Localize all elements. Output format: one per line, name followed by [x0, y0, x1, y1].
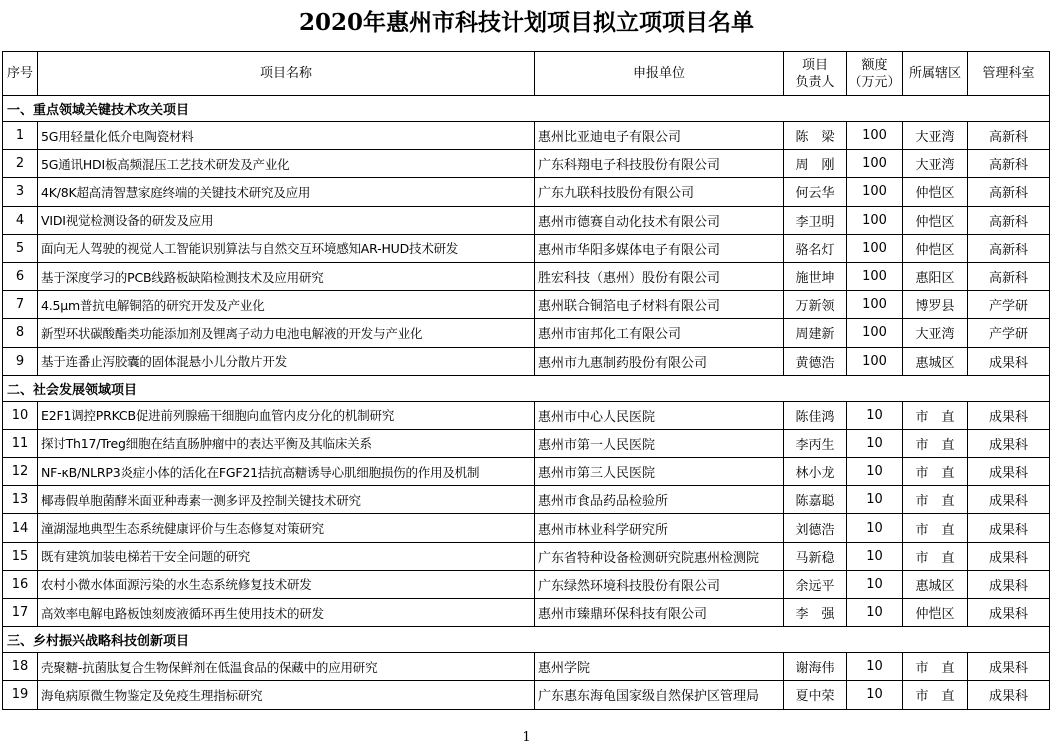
row-district: 大亚湾 — [903, 150, 968, 178]
row-index: 4 — [3, 206, 38, 234]
row-district: 大亚湾 — [903, 319, 968, 347]
row-applicant: 广东省特种设备检测研究院惠州检测院 — [535, 542, 784, 570]
project-table — [2, 51, 1050, 710]
row-index: 1 — [3, 122, 38, 150]
table-row — [3, 542, 1050, 570]
row-amount: 10 — [847, 653, 903, 681]
row-department: 成果科 — [968, 681, 1050, 709]
row-district: 惠城区 — [903, 347, 968, 375]
table-row — [3, 514, 1050, 542]
row-department: 高新科 — [968, 150, 1050, 178]
row-index: 11 — [3, 429, 38, 457]
row-department: 成果科 — [968, 458, 1050, 486]
table-row — [3, 653, 1050, 681]
table-row — [3, 570, 1050, 598]
row-applicant: 惠州比亚迪电子有限公司 — [535, 122, 784, 150]
row-project-name: 新型环状碳酸酯类功能添加剂及锂离子动力电池电解液的开发与产业化 — [38, 319, 535, 347]
table-row — [3, 486, 1050, 514]
header-amount-line2: （万元） — [848, 74, 901, 90]
section-header-row — [3, 96, 1050, 122]
section-title: 二、社会发展领域项目 — [3, 375, 1050, 401]
row-district: 市 直 — [903, 401, 968, 429]
row-department: 高新科 — [968, 234, 1050, 262]
row-department: 高新科 — [968, 206, 1050, 234]
row-project-name: 高效率电解电路板蚀刻废液循环再生使用技术的研发 — [38, 599, 535, 627]
row-applicant: 惠州市华阳多媒体电子有限公司 — [535, 234, 784, 262]
row-district: 市 直 — [903, 681, 968, 709]
row-applicant: 惠州市臻鼎环保科技有限公司 — [535, 599, 784, 627]
section-title: 一、重点领域关键技术攻关项目 — [3, 96, 1050, 122]
row-applicant: 胜宏科技（惠州）股份有限公司 — [535, 262, 784, 290]
row-leader: 周建新 — [784, 319, 847, 347]
row-project-name: 面向无人驾驶的视觉人工智能识别算法与自然交互环境感知AR-HUD技术研发 — [38, 234, 535, 262]
row-index: 16 — [3, 570, 38, 598]
row-district: 仲恺区 — [903, 178, 968, 206]
row-leader: 李丙生 — [784, 429, 847, 457]
row-applicant: 惠州市宙邦化工有限公司 — [535, 319, 784, 347]
page-number: 1 — [522, 730, 531, 745]
table-row — [3, 291, 1050, 319]
row-department: 成果科 — [968, 653, 1050, 681]
row-department: 成果科 — [968, 347, 1050, 375]
row-amount: 100 — [847, 291, 903, 319]
row-amount: 10 — [847, 401, 903, 429]
row-leader: 谢海伟 — [784, 653, 847, 681]
section-title: 三、乡村振兴战略科技创新项目 — [3, 627, 1050, 653]
section-header-row — [3, 627, 1050, 653]
row-department: 高新科 — [968, 178, 1050, 206]
row-leader: 李 强 — [784, 599, 847, 627]
row-leader: 李卫明 — [784, 206, 847, 234]
row-leader: 刘德浩 — [784, 514, 847, 542]
row-project-name: 基于深度学习的PCB线路板缺陷检测技术及应用研究 — [38, 262, 535, 290]
row-applicant: 惠州市九惠制药股份有限公司 — [535, 347, 784, 375]
table-row — [3, 401, 1050, 429]
row-leader: 施世坤 — [784, 262, 847, 290]
row-leader: 夏中荣 — [784, 681, 847, 709]
row-project-name: 5G通讯HDI板高频混压工艺技术研发及产业化 — [38, 150, 535, 178]
row-department: 高新科 — [968, 122, 1050, 150]
row-amount: 100 — [847, 122, 903, 150]
row-applicant: 惠州市食品药品检验所 — [535, 486, 784, 514]
table-row — [3, 234, 1050, 262]
row-project-name: 壳聚糖-抗菌肽复合生物保鲜剂在低温食品的保藏中的应用研究 — [38, 653, 535, 681]
row-department: 成果科 — [968, 429, 1050, 457]
row-project-name: NF-κB/NLRP3炎症小体的活化在FGF21拮抗高糖诱导心肌细胞损伤的作用及机制 — [38, 458, 535, 486]
table-row — [3, 319, 1050, 347]
row-amount: 10 — [847, 570, 903, 598]
header-leader — [784, 52, 847, 96]
row-district: 市 直 — [903, 429, 968, 457]
table-row — [3, 347, 1050, 375]
row-index: 6 — [3, 262, 38, 290]
row-applicant: 惠州市德赛自动化技术有限公司 — [535, 206, 784, 234]
table-row — [3, 681, 1050, 709]
row-department: 高新科 — [968, 262, 1050, 290]
table-row — [3, 458, 1050, 486]
row-leader: 黄德浩 — [784, 347, 847, 375]
row-index: 12 — [3, 458, 38, 486]
row-district: 市 直 — [903, 486, 968, 514]
header-department: 管理科室 — [968, 52, 1050, 96]
row-applicant: 惠州市第三人民医院 — [535, 458, 784, 486]
row-district: 仲恺区 — [903, 234, 968, 262]
section-header-row — [3, 375, 1050, 401]
row-project-name: 基于连番止泻胶囊的固体混悬小儿分散片开发 — [38, 347, 535, 375]
row-applicant: 惠州学院 — [535, 653, 784, 681]
row-leader: 陈嘉聪 — [784, 486, 847, 514]
row-applicant: 惠州市中心人民医院 — [535, 401, 784, 429]
row-district: 仲恺区 — [903, 206, 968, 234]
row-index: 10 — [3, 401, 38, 429]
row-leader: 周 刚 — [784, 150, 847, 178]
row-project-name: VIDI视觉检测设备的研发及应用 — [38, 206, 535, 234]
row-department: 产学研 — [968, 319, 1050, 347]
row-index: 17 — [3, 599, 38, 627]
row-applicant: 广东绿然环境科技股份有限公司 — [535, 570, 784, 598]
table-row — [3, 262, 1050, 290]
row-project-name: E2F1调控PRKCB促进前列腺癌干细胞向血管内皮分化的机制研究 — [38, 401, 535, 429]
row-project-name: 海龟病原微生物鉴定及免疫生理指标研究 — [38, 681, 535, 709]
row-district: 大亚湾 — [903, 122, 968, 150]
row-amount: 100 — [847, 347, 903, 375]
row-amount: 100 — [847, 150, 903, 178]
row-amount: 10 — [847, 542, 903, 570]
table-row — [3, 599, 1050, 627]
row-index: 7 — [3, 291, 38, 319]
row-applicant: 广东九联科技股份有限公司 — [535, 178, 784, 206]
table-row — [3, 150, 1050, 178]
table-row — [3, 178, 1050, 206]
row-leader: 万新领 — [784, 291, 847, 319]
row-amount: 100 — [847, 319, 903, 347]
row-project-name: 椰毒假单胞菌酵米面亚种毒素一测多评及控制关键技术研究 — [38, 486, 535, 514]
row-department: 成果科 — [968, 570, 1050, 598]
header-amount-line1: 额度 — [861, 57, 888, 73]
row-index: 19 — [3, 681, 38, 709]
row-applicant: 惠州市第一人民医院 — [535, 429, 784, 457]
row-amount: 10 — [847, 486, 903, 514]
row-leader: 余远平 — [784, 570, 847, 598]
row-index: 8 — [3, 319, 38, 347]
row-index: 2 — [3, 150, 38, 178]
document-title: 2020年惠州市科技计划项目拟立项项目名单 — [298, 9, 754, 36]
row-leader: 马新稳 — [784, 542, 847, 570]
row-project-name: 潼湖湿地典型生态系统健康评价与生态修复对策研究 — [38, 514, 535, 542]
row-index: 9 — [3, 347, 38, 375]
row-index: 13 — [3, 486, 38, 514]
row-district: 市 直 — [903, 458, 968, 486]
row-amount: 10 — [847, 458, 903, 486]
row-district: 市 直 — [903, 514, 968, 542]
row-project-name: 农村小微水体面源污染的水生态系统修复技术研发 — [38, 570, 535, 598]
row-department: 成果科 — [968, 599, 1050, 627]
header-amount — [847, 52, 903, 96]
row-applicant: 广东科翔电子科技股份有限公司 — [535, 150, 784, 178]
header-index: 序号 — [3, 52, 38, 96]
row-applicant: 广东惠东海龟国家级自然保护区管理局 — [535, 681, 784, 709]
row-amount: 100 — [847, 178, 903, 206]
row-index: 14 — [3, 514, 38, 542]
row-index: 15 — [3, 542, 38, 570]
row-district: 市 直 — [903, 653, 968, 681]
header-leader-line2: 负责人 — [795, 74, 835, 90]
row-amount: 100 — [847, 262, 903, 290]
row-department: 成果科 — [968, 401, 1050, 429]
row-project-name: 探讨Th17/Treg细胞在结直肠肿瘤中的表达平衡及其临床关系 — [38, 429, 535, 457]
row-amount: 100 — [847, 206, 903, 234]
row-index: 18 — [3, 653, 38, 681]
row-amount: 10 — [847, 681, 903, 709]
row-district: 仲恺区 — [903, 599, 968, 627]
row-department: 成果科 — [968, 486, 1050, 514]
row-department: 成果科 — [968, 514, 1050, 542]
row-applicant: 惠州联合铜箔电子材料有限公司 — [535, 291, 784, 319]
row-leader: 何云华 — [784, 178, 847, 206]
row-department: 成果科 — [968, 542, 1050, 570]
row-leader: 陈 梁 — [784, 122, 847, 150]
row-department: 产学研 — [968, 291, 1050, 319]
row-amount: 100 — [847, 234, 903, 262]
table-row — [3, 429, 1050, 457]
row-district: 市 直 — [903, 542, 968, 570]
row-leader: 陈佳鸿 — [784, 401, 847, 429]
header-leader-line1: 项目 — [801, 57, 828, 73]
row-district: 惠阳区 — [903, 262, 968, 290]
header-applicant: 申报单位 — [535, 52, 784, 96]
row-amount: 10 — [847, 514, 903, 542]
table-body — [3, 96, 1050, 710]
row-index: 5 — [3, 234, 38, 262]
table-row — [3, 206, 1050, 234]
row-project-name: 4K/8K超高清智慧家庭终端的关键技术研究及应用 — [38, 178, 535, 206]
row-amount: 10 — [847, 599, 903, 627]
row-index: 3 — [3, 178, 38, 206]
row-project-name: 5G用轻量化低介电陶瓷材料 — [38, 122, 535, 150]
table-row — [3, 122, 1050, 150]
row-amount: 10 — [847, 429, 903, 457]
row-project-name: 既有建筑加装电梯若干安全问题的研究 — [38, 542, 535, 570]
row-leader: 骆名灯 — [784, 234, 847, 262]
row-district: 惠城区 — [903, 570, 968, 598]
row-district: 博罗县 — [903, 291, 968, 319]
row-applicant: 惠州市林业科学研究所 — [535, 514, 784, 542]
row-leader: 林小龙 — [784, 458, 847, 486]
header-row — [3, 52, 1050, 96]
header-project-name: 项目名称 — [38, 52, 535, 96]
row-project-name: 4.5μm普抗电解铜箔的研究开发及产业化 — [38, 291, 535, 319]
header-district: 所属辖区 — [903, 52, 968, 96]
